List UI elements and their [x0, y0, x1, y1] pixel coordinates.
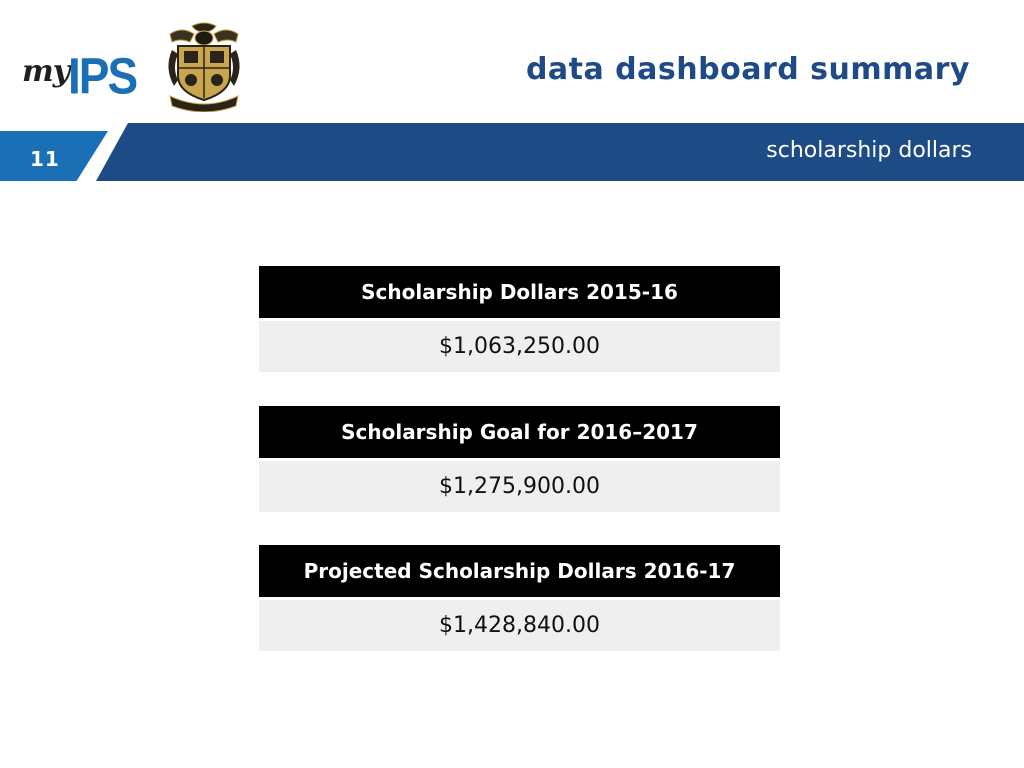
section-subtitle: scholarship dollars: [766, 138, 972, 163]
metric-value: $1,275,900.00: [259, 461, 780, 512]
metric-label: Projected Scholarship Dollars 2016-17: [259, 545, 780, 597]
metric-card-goal-2016-2017: [259, 406, 780, 512]
metric-card-2015-16: [259, 266, 780, 372]
myips-logo: [22, 46, 147, 106]
metric-label: Scholarship Dollars 2015-16: [259, 266, 780, 318]
metric-value: $1,428,840.00: [259, 600, 780, 651]
metric-card-projected-2016-17: [259, 545, 780, 651]
metric-value: $1,063,250.00: [259, 321, 780, 372]
logo-my-text: my: [22, 54, 70, 89]
metric-label: Scholarship Goal for 2016–2017: [259, 406, 780, 458]
slide-number: 11: [30, 147, 60, 171]
logo-ips-text: IPS: [68, 47, 137, 105]
page-title: data dashboard summary: [525, 52, 970, 87]
school-crest-icon: [162, 20, 246, 112]
